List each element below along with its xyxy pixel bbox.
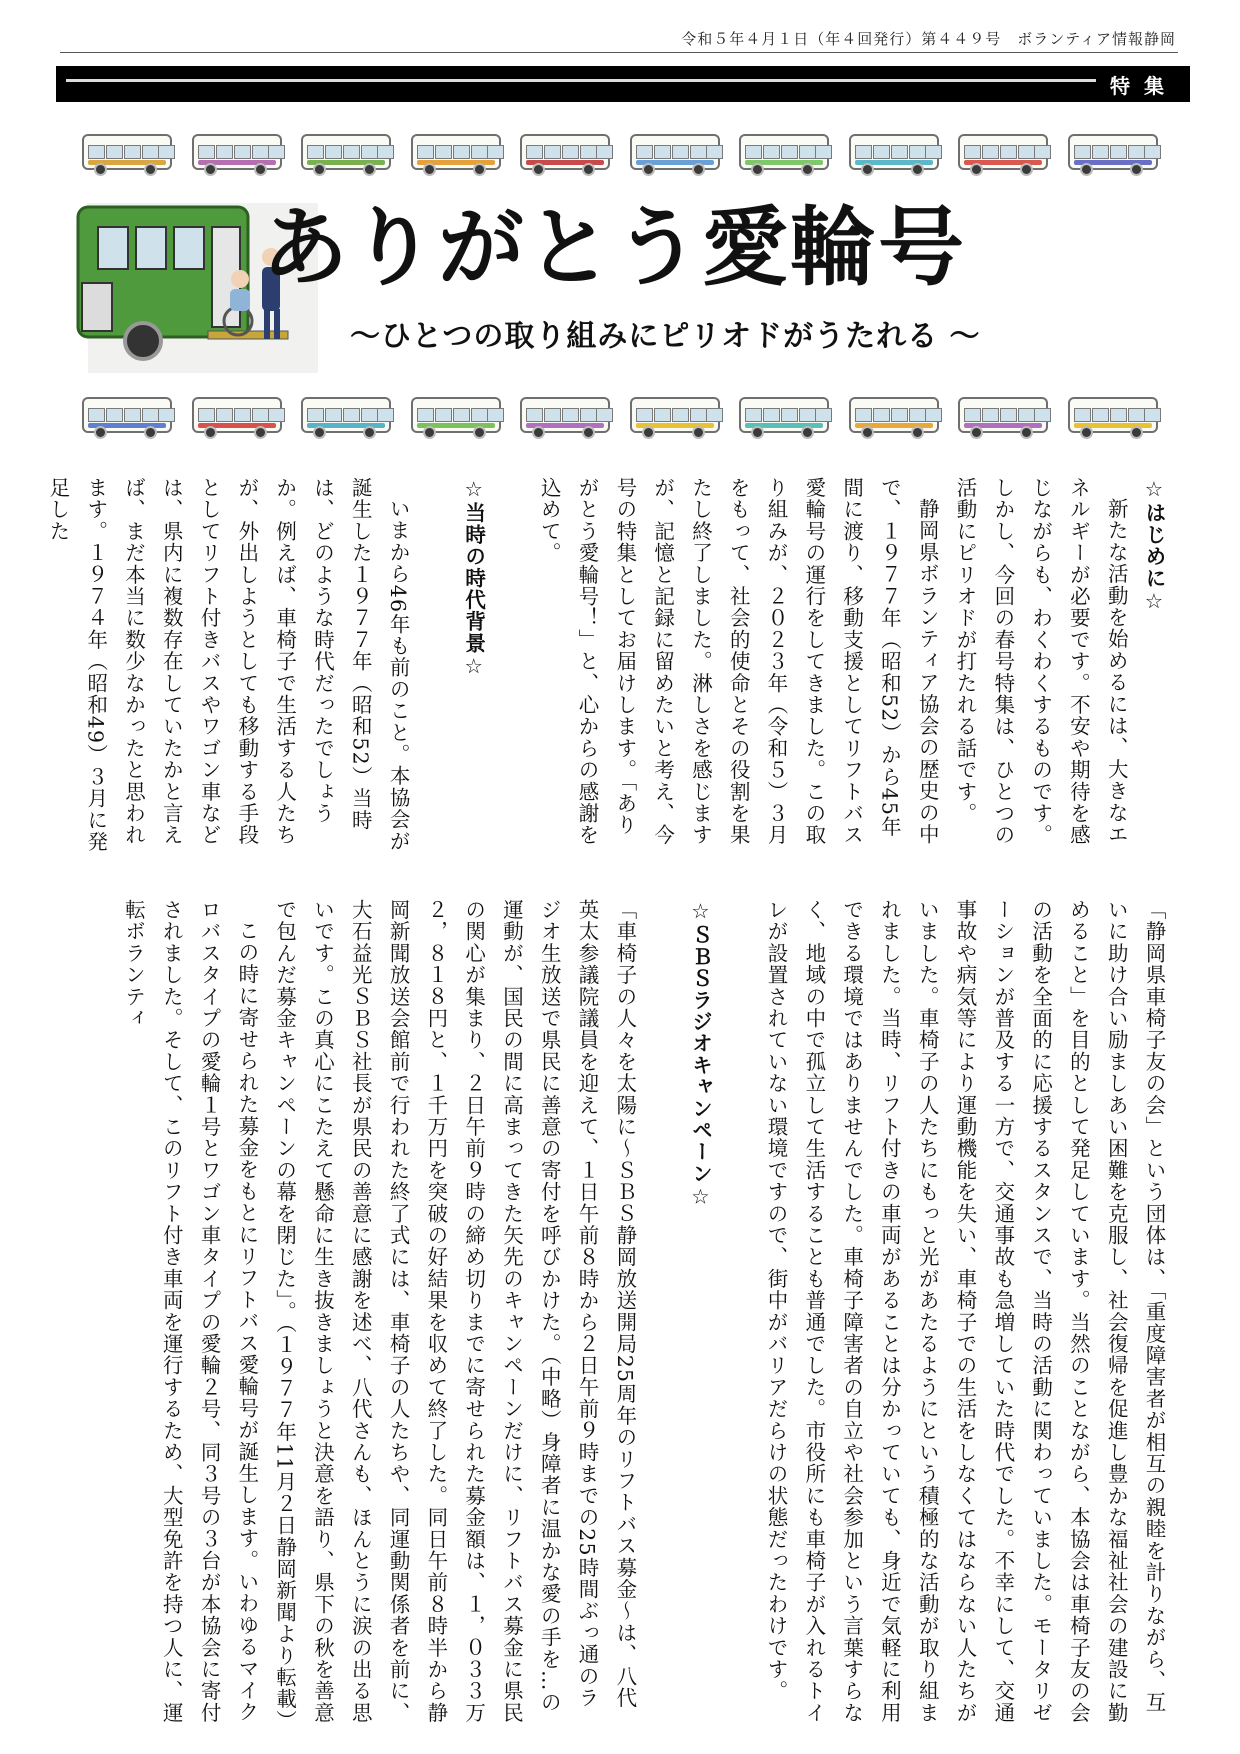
bus-icon: [518, 393, 612, 439]
blank-line: [416, 477, 454, 855]
bus-icon: [190, 393, 284, 439]
section-heading-sbs: ☆ＳＢＳラジオキャンペーン☆: [688, 899, 713, 1210]
bus-icon: [628, 130, 722, 176]
page-title: ありがとう愛輪号: [262, 197, 966, 298]
blank-line: [492, 477, 530, 855]
paragraph: 「静岡県車椅子友の会」という団体は、「重度障害者が相互の親睦を計りながら、互いに助け合い励ましあい困難を克服し、社会復帰を促進し豊かな福祉社会の建設に勤めること」を目的として発足しています。当然のことながら、本協会は車椅子友の会の活動を全面的に応援するスタンスで、当時の活動に関わっていました。モータリゼーションが普及する一方で、交通事故も急増していた時代でした。不幸にして、交通事故や病気等により運動機能を失い、車椅子での生活をしなくてはならない人たちがいました。車椅子の人たちにもっと光があたるようにという積極的な活動が取り組まれました。当時、リフト付きの車両があることは分かっていても、身近で気軽に利用できる環境ではありませんでした。車椅子障害者の自立や社会参加という言葉すらなく、地域の中で孤立して生活することも普通でした。市役所にも車椅子が入れるトイレが設置されていない環境ですので、街中がバリアだらけの状態だったわけです。: [764, 899, 1166, 1724]
blank-line: [643, 899, 681, 1727]
article-band-bottom: [78, 899, 1172, 1732]
issue-info: 令和５年４月１日（年４回発行）第４４９号 ボランティア情報静岡: [681, 30, 1176, 48]
bus-icon: [409, 393, 503, 439]
bus-icon: [80, 130, 174, 176]
header-rule: [60, 52, 1178, 53]
bus-icon: [956, 130, 1050, 176]
article-band-top: [45, 477, 1172, 855]
bus-icon: [628, 393, 722, 439]
bus-icon: [956, 393, 1050, 439]
bus-icon: [737, 393, 831, 439]
section-label: 特集: [1110, 74, 1178, 98]
paragraph: この時に寄せられた募金をもとにリフトバス愛輪号が誕生します。いわゆるマイクロバスタイプの愛輪１号とワゴン車タイプの愛輪２号、同３号の３台が本協会に寄付されました。そして、このリフト付き車両を運行するため、大型免許を持つ人に、運転ボランティ: [121, 899, 259, 1724]
bus-icon: [1066, 393, 1160, 439]
newspaper-quote: 「車椅子の人々を太陽に～ＳＢＳ静岡放送開局25周年のリフトバス募金～は、八代英太参議院議員を迎えて、１日午前８時から２日午前９時までの25時間ぶっ通のラジオ生放送で県民に善意の寄付を呼びかけた。（中略）身障者に温かな愛の手を…の運動が、国民の間に高まってきた矢先のキャンペーンだけに、リフトバス募金に県民の関心が集まり、２日午前９時の締め切りまでに寄せられた募金額は、１，０３３万２，８１８円と、１千万円を突破の好結果を収めて終了した。同日午前８時半から静岡新聞放送会館前で行われた終了式には、車椅子の人たちや、同運動関係者を前に、大石益光ＳＢＳ社長が県民の善意に感謝を述べ、八代さんも、ほんとうに涙の出る思いです。この真心にこたえて懸命に生き抜きましょうと決意を語り、県下の秋を善意で包んだ募金キャンペーンの幕を閉じた」。（１９７７年11月２日静岡新聞より転載）: [272, 899, 637, 1732]
blank-line: [718, 899, 756, 1727]
bus-icon: [518, 130, 612, 176]
paragraph: いまから46年も前のこと。本協会が誕生した１９７７年（昭和52）当時は、どのような時代だったでしょうか。例えば、車椅子で生活する人たちが、外出しようとしても移動する手段としてリフト付きバスやワゴン車などは、県内に複数存在していたかと言えば、まだ本当に数少なかったと思われます。１９７４年（昭和49）３月に発足した: [45, 477, 411, 853]
article-body: [45, 477, 1172, 1732]
bus-icon: [299, 130, 393, 176]
bus-icon: [1066, 130, 1160, 176]
paragraph: 新たな活動を始めるには、大きなエネルギーが必要です。不安や期待を感じながらも、わくわくするものです。しかし、今回の春号特集は、ひとつの活動にピリオドが打たれる話です。: [953, 477, 1129, 846]
feature-bar: [56, 66, 1190, 102]
bus-icon: [737, 130, 831, 176]
bus-row-bottom: [80, 393, 1160, 443]
bus-icon: [80, 393, 174, 439]
page-subtitle: ～ひとつの取り組みにピリオドがうたれる ～: [350, 319, 981, 354]
bus-icon: [190, 130, 284, 176]
feature-bar-rule: [66, 79, 1096, 82]
bus-icon: [847, 130, 941, 176]
section-heading-hajimeni: ☆はじめに☆: [1142, 477, 1166, 615]
paragraph: 静岡県ボランティア協会の歴史の中で、１９７７年（昭和52）から45年間に渡り、移動支援としてリフトバス愛輪号の運行をしてきました。この取り組みが、２０２３年（令和５）３月をもって、社会的使命とその役割を果たし終了しました。淋しさを感じますが、記憶と記録に留めたいと考え、今号の特集としてお届けします。「ありがとう愛輪号！」と、心からの感謝を込めて。: [537, 477, 940, 846]
bus-icon: [299, 393, 393, 439]
bus-icon: [847, 393, 941, 439]
bus-icon: [409, 130, 503, 176]
bus-row-top: [80, 130, 1160, 180]
section-heading-jidai: ☆当時の時代背景☆: [461, 477, 486, 680]
